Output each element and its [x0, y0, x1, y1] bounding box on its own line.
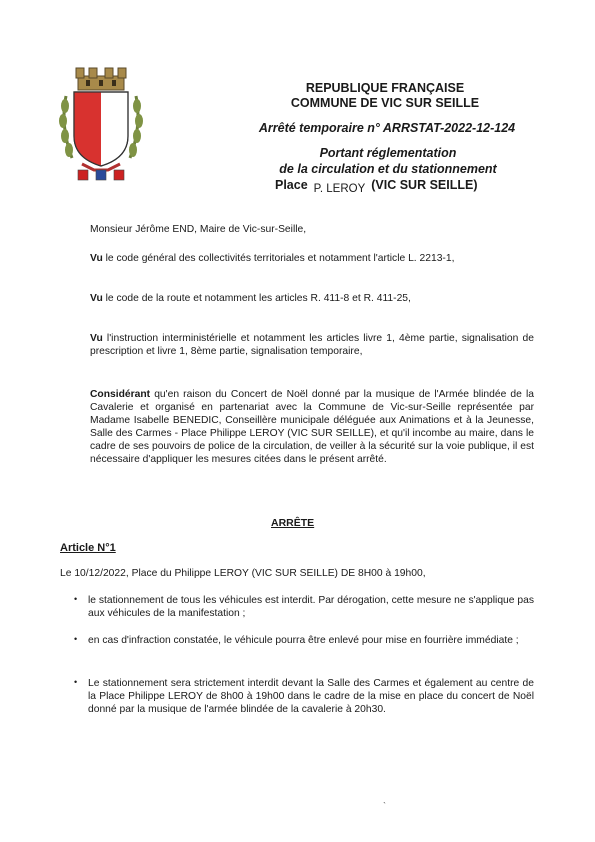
place-name: P. LEROY [313, 183, 366, 195]
vu-paragraph-2 [90, 292, 534, 305]
list-item: Le stationnement sera strictement interdit devant la Salle des Carmes et également au centre de la Place Philippe LEROY de 8h00 à 19h00 dans le cadre de la mise en place du concert de Noël donné par la musique de l'armée blindée de la cavalerie à 20h30. [88, 678, 534, 715]
vu-text: le code de la route et notamment les articles R. 411-8 et R. 411-25, [102, 293, 411, 304]
considering-label: Considérant [90, 389, 151, 400]
vu-paragraph-3 [90, 332, 534, 358]
decree-number: Arrêté temporaire n° ARRSTAT-2022-12-124 [258, 121, 516, 135]
vu-label: Vu [90, 333, 103, 344]
vu-label: Vu [90, 253, 103, 264]
bullet-icon: • [74, 594, 78, 604]
place-city: (VIC SUR SEILLE) [371, 178, 478, 192]
list-item: en cas d'infraction constatée, le véhicule pourra être enlevé pour mise en fourrière immédiate ; [88, 635, 519, 646]
subject-line-2: de la circulation et du stationnement [279, 162, 497, 176]
bullet-icon: • [74, 677, 78, 687]
vu-paragraph-1 [90, 252, 534, 265]
considering-text: qu'en raison du Concert de Noël donné par la musique de l'Armée blindée de la Cavalerie et organisé en partenariat avec la Commune de Vic-sur-Seille représentée par Madame Isabelle BENEDIC, Conseillère municipale déléguée aux Animations et à la Jeunesse, Salle des Carmes - Place Philippe LEROY (VIC SUR SEILLE), et qu'il incombe au maire, dans le cadre de ses pouvoirs de police de la circulation, de veiller à la sécurité sur la voie publique, il est nécessaire d'appliquer les mesures citées dans le présent arrêté. [90, 389, 534, 465]
mayor-intro: Monsieur Jérôme END, Maire de Vic-sur-Seille, [90, 224, 307, 235]
republic-heading: REPUBLIQUE FRANÇAISE [305, 81, 465, 95]
vu-text: le code général des collectivités territoriales et notamment l'article L. 2213-1, [102, 253, 455, 264]
arrete-heading: ARRÊTE [271, 517, 315, 529]
article-1-date-line: Le 10/12/2022, Place du Philippe LEROY (VIC SUR SEILLE) DE 8H00 à 19h00, [60, 568, 426, 579]
article-1-title: Article N°1 [60, 542, 116, 554]
mural-crown-icon [76, 68, 126, 90]
coat-of-arms-icon [58, 66, 144, 184]
subject-line-1: Portant réglementation [319, 146, 457, 160]
list-item: le stationnement de tous les véhicules est interdit. Par dérogation, cette mesure ne s'applique pas aux véhicules de la manifestation ; [88, 595, 534, 619]
bullet-icon: • [74, 634, 78, 644]
commune-heading: COMMUNE DE VIC SUR SEILLE [290, 96, 480, 110]
place-word: Place [275, 178, 308, 192]
vu-text: l'instruction interministérielle et notamment les articles livre 1, 4ème partie, signalisation de prescription et livre 1, 8ème partie, signalisation temporaire, [90, 333, 534, 357]
subject-place-line [275, 178, 478, 194]
considering-paragraph [90, 388, 534, 466]
vu-label: Vu [90, 293, 103, 304]
shield-icon [74, 92, 128, 166]
footer-mark: ` [383, 801, 386, 811]
